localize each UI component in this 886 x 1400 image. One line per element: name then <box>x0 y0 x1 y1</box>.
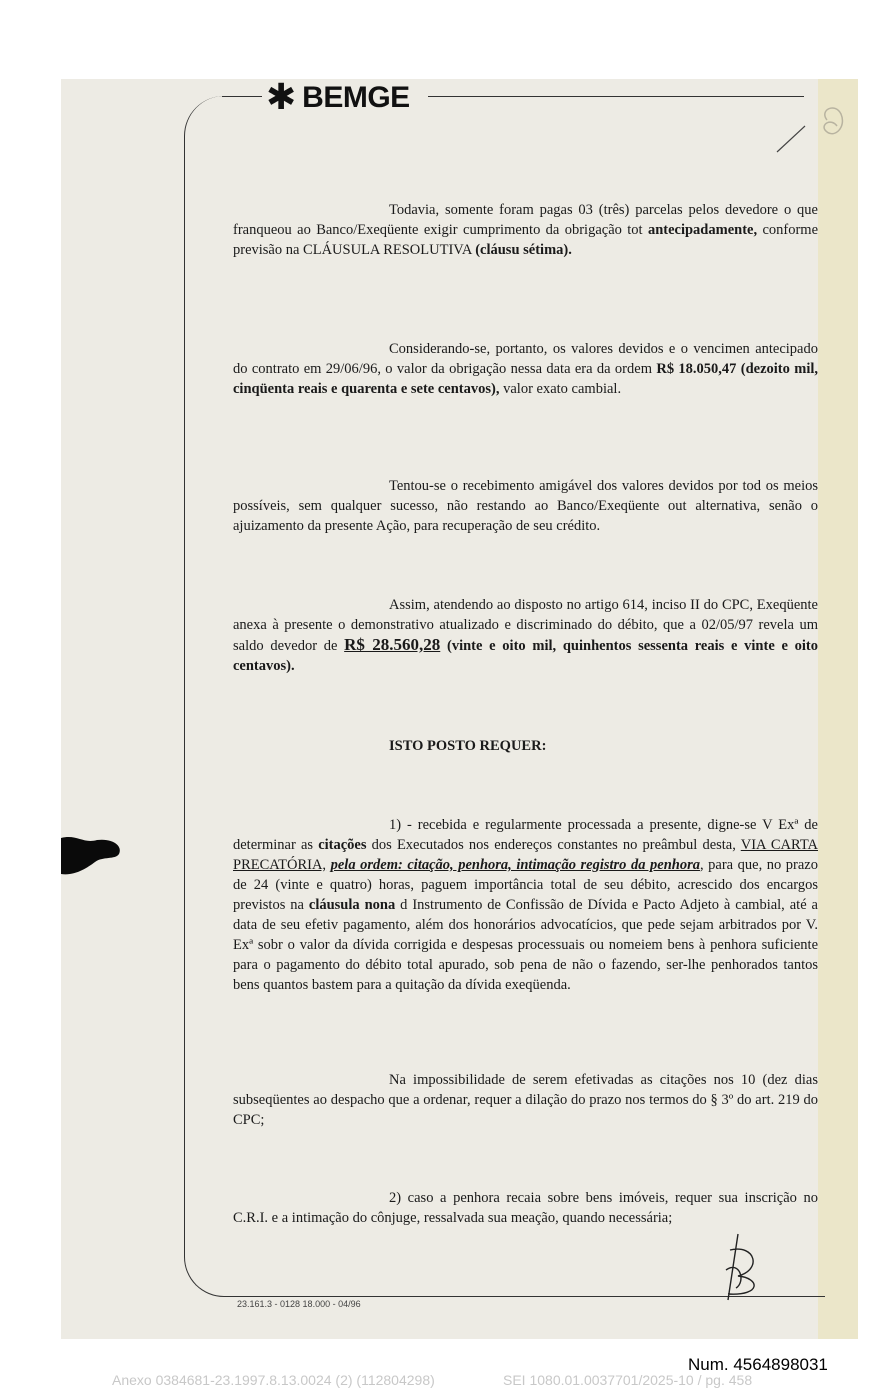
p4-bold-amount-words: (vinte e oito mil, quinhentos sessenta reais e vinte e oito centavos). <box>233 638 818 674</box>
heading-requer <box>233 736 818 756</box>
p4-balance-amount: R$ 28.560,28 <box>344 635 441 654</box>
form-code: 23.161.3 - 0128 18.000 - 04/96 <box>237 1299 361 1309</box>
paragraph-1 <box>233 200 818 260</box>
p6-text: Na impossibilidade de serem efetivadas as citações nos 10 (dez dias subseqüentes ao despacho que a ordenar, requer a dilação do prazo nos termos do § 3º do art. 219 do CPC; <box>233 1072 818 1128</box>
p1-text-a: Todavia, somente foram pagas 03 (três) parcelas pelos devedore <box>389 202 779 218</box>
p1-text-b: o que franqueou ao Banco/Exeqüente exigir cumprimento da obrigação tot <box>233 202 818 238</box>
frame-top-line-left <box>222 96 262 97</box>
p2-text-c: valor exato cambial. <box>499 381 622 397</box>
p5-text-a: 1) - recebida e regularmente processada a presente, digne-se V Exª de determinar as <box>233 817 818 853</box>
paragraph-6 <box>233 1070 818 1130</box>
bemge-logo <box>266 77 410 118</box>
p1-bold-antecipadamente: antecipadamente, <box>647 222 758 238</box>
paragraph-7 <box>233 1188 818 1228</box>
p2-bold-amount: R$ 18.050,47 (dezoito mil, cinqüenta reais e quarenta e sete centavos), <box>233 361 818 397</box>
p5-text-i: d Instrumento de Confissão de Dívida e Pacto Adjeto à cambial, até a data de seu efetiv pagamento, além dos honorários advocatícios, que pede sejam arbitrados por V. Exª sobr o valor da dívida corrigida e despesas processuais ou nomeiem bens à penhora suficiente para o pagamento do débito total apurado, sob pena de não o fazendo, ser-lhe penhorados tantos bens quantos bastem para a quitação da dívida exeqüenda. <box>233 897 818 993</box>
document-number: Num. 4564898031 <box>688 1355 828 1374</box>
p5-carta-precatoria: VIA CARTA PRECATÓRIA, <box>233 837 818 873</box>
paragraph-3 <box>233 476 818 536</box>
p1-text-d: conforme previsão na CLÁUSULA RESOLUTIVA <box>233 222 818 258</box>
p4-text-a: Assim, atendendo ao disposto no artigo 614, inciso II do CPC, Exeqüente anexa à presente o demonstrativo atualizado e discriminado do débito, que a 02/05/97 revela um saldo devedor de <box>233 597 818 654</box>
logo-text: BEMGE <box>302 81 410 114</box>
annex-reference: Anexo 0384681-23.1997.8.13.0024 (2) (112804298) <box>112 1372 435 1388</box>
paragraph-5 <box>233 815 818 995</box>
p2-text-a: Considerando-se, portanto, os valores devidos e o vencimen antecipado do contrato em 29/06/96, o valor da obrigação nessa data era da ordem <box>233 341 818 377</box>
p7-text: 2) caso a penhora recaia sobre bens imóveis, requer sua inscrição no C.R.I. e a intimação do cônjuge, ressalvada sua meação, quando necessária; <box>233 1190 818 1226</box>
corner-initial-mark <box>775 100 855 170</box>
p5-text-c: dos Executados nos endereços constantes no preâmbul desta, <box>366 837 741 853</box>
p5-text-g: , para que, no prazo de 24 (vinte e quatro) horas, paguem importância total de seu débito, acrescido dos encargos previstos na <box>233 857 818 913</box>
p1-bold-clausula: (cláusu sétima). <box>475 242 572 258</box>
paragraph-2 <box>233 339 818 399</box>
asterisk-logo-icon: ✱ <box>266 77 297 118</box>
sei-reference: SEI 1080.01.0037701/2025-10 / pg. 458 <box>503 1372 753 1388</box>
p5-bold-citacoes: citações <box>318 837 367 853</box>
handwritten-signature <box>716 1230 776 1330</box>
frame-top-line-right <box>428 96 804 97</box>
ink-blot-mark <box>61 832 125 882</box>
p5-bold-clausula-nona: cláusula nona <box>308 897 396 913</box>
heading-text: ISTO POSTO REQUER: <box>389 738 547 754</box>
p3-text: Tentou-se o recebimento amigável dos valores devidos por tod os meios possíveis, sem qualquer sucesso, não restando ao Banco/Exeqüente out alternativa, senão o ajuizamento da presente Ação, para recuperação de seu crédito. <box>233 478 818 534</box>
paragraph-4 <box>233 595 818 676</box>
p5-pela-ordem: pela ordem: citação, penhora, intimação registro da penhora <box>330 857 700 873</box>
